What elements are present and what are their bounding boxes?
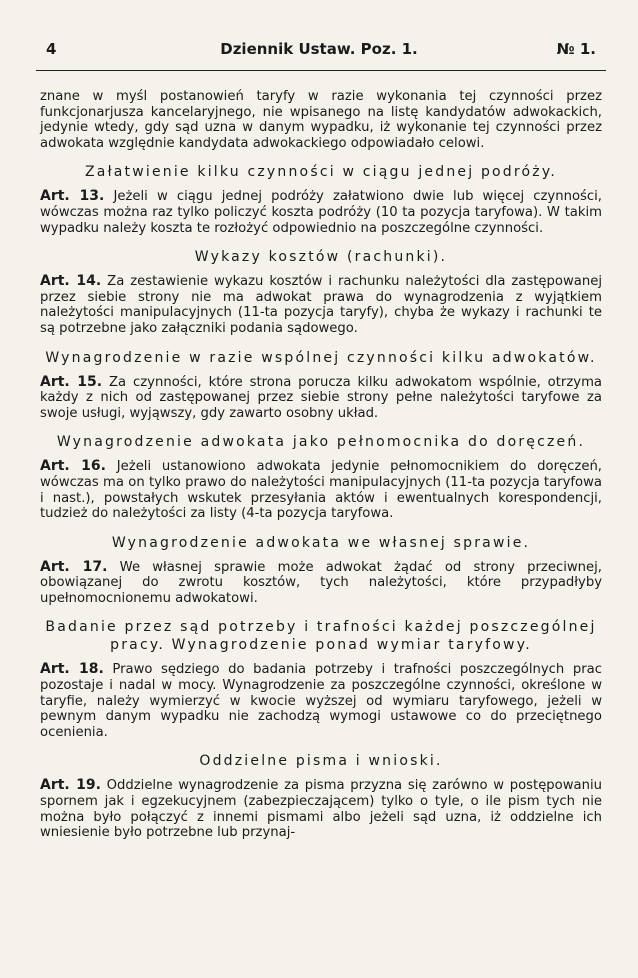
article-13: Art. 13. Jeżeli w ciągu jednej podróży załatwiono dwie lub więcej czynności, wówczas można raz tylko policzyć koszta podróży (10 ta pozycja taryfowa). W takim wypadku należy koszta te rozłożyć odpowiednio na poszczególne czynności. <box>40 188 602 236</box>
article-16: Art. 16. Jeżeli ustanowiono adwokata jedynie pełnomocnikiem do doręczeń, wówczas ma on tylko prawo do należytości manipulacyjnych (11-ta pozycja taryfowa i nast.), powstałych wskutek przesyłania aktów i ewentualnych korespondencji, tudzież do należytości za listy (4-ta pozycja taryfowa. <box>40 458 602 522</box>
article-label: Art. 13. <box>40 188 105 205</box>
article-14: Art. 14. Za zestawienie wykazu kosztów i rachunku należytości dla zastępowanej przez siebie strony nie ma adwokat prawa do wynagrodzenia z wyjątkiem należytości manipulacyjnych (11-ta pozycja taryfy), chyba że wykazy i rachunki te są potrzebne jako załączniki podania sądowego. <box>40 273 602 336</box>
page-number: 4 <box>46 40 57 58</box>
page-header <box>30 40 608 62</box>
section-heading: Badanie przez sąd potrzeby i trafności każdej poszczególnej pracy. Wynagrodzenie ponad wymiar taryfowy. <box>45 619 597 654</box>
article-19: Art. 19. Oddzielne wynagrodzenie za pisma przyzna się zarówno w postępowaniu spornem jak i egzekucyjnem (zabezpieczającem) tylko o tyle, o ile pism tych nie można było połączyć z innemi pismami albo jeżeli sąd uzna, iż oddzielne ich wniesienie było potrzebne lub przynaj- <box>40 777 602 841</box>
article-label: Art. 16. <box>40 458 106 475</box>
article-label: Art. 19. <box>40 777 101 794</box>
journal-title: Dziennik Ustaw. Poz. 1. <box>220 40 418 58</box>
article-15: Art. 15. Za czynności, które strona porucza kilku adwokatom wspólnie, otrzyma każdy z nich od zastępowanej przez siebie strony pełne należytości taryfowe za swoje usługi, wyjąwszy, gdy zawarto osobny układ. <box>40 373 603 421</box>
article-17: Art. 17. We własnej sprawie może adwokat żądać od strony przeciwnej, obowiązanej do zwrotu kosztów, tych należytości, które przypadłyby upełnomocnionemu adwokatowi. <box>40 558 602 606</box>
section-heading: Załatwienie kilku czynności w ciągu jednej podróży. <box>85 164 557 181</box>
article-label: Art. 14. <box>40 273 102 290</box>
header-rule <box>36 70 606 71</box>
article-label: Art. 18. <box>40 661 104 678</box>
section-heading: Wynagrodzenie adwokata jako pełnomocnika do doręczeń. <box>56 434 586 451</box>
section-heading: Wynagrodzenie w razie wspólnej czynności kilku adwokatów. <box>45 349 597 366</box>
paragraph-continuation: znane w myśl postanowień taryfy w razie wykonania tej czynności przez funkcjonarjusza kancelaryjnego, nie wpisanego na listę kandydatów adwokackich, jedynie wtedy, gdy sąd uzna w danym wypadku, iż wykonanie tej czynności przez adwokata względnie kandydata adwokackiego odpowiadało celowi. <box>40 89 602 151</box>
section-heading: Wykazy kosztów (rachunki). <box>194 249 448 266</box>
page-body <box>40 89 602 841</box>
article-label: Art. 17. <box>40 558 108 575</box>
issue-number: № 1. <box>556 40 596 58</box>
section-heading: Wynagrodzenie adwokata we własnej sprawie. <box>111 534 531 551</box>
article-18: Art. 18. Prawo sędziego do badania potrzeby i trafności poszczególnych prac pozostaje i nadal w mocy. Wynagrodzenie za poszczególne czynności, określone w taryfie, należy wymierzyć w kwocie wyższej od wymiaru taryfowego, jeżeli w pewnym danym wypadku nie zachodzą wymogi ustawowe co do przeciętnego ocenienia. <box>40 661 602 740</box>
section-heading: Oddzielne pisma i wnioski. <box>199 753 443 770</box>
article-label: Art. 15. <box>40 373 103 390</box>
